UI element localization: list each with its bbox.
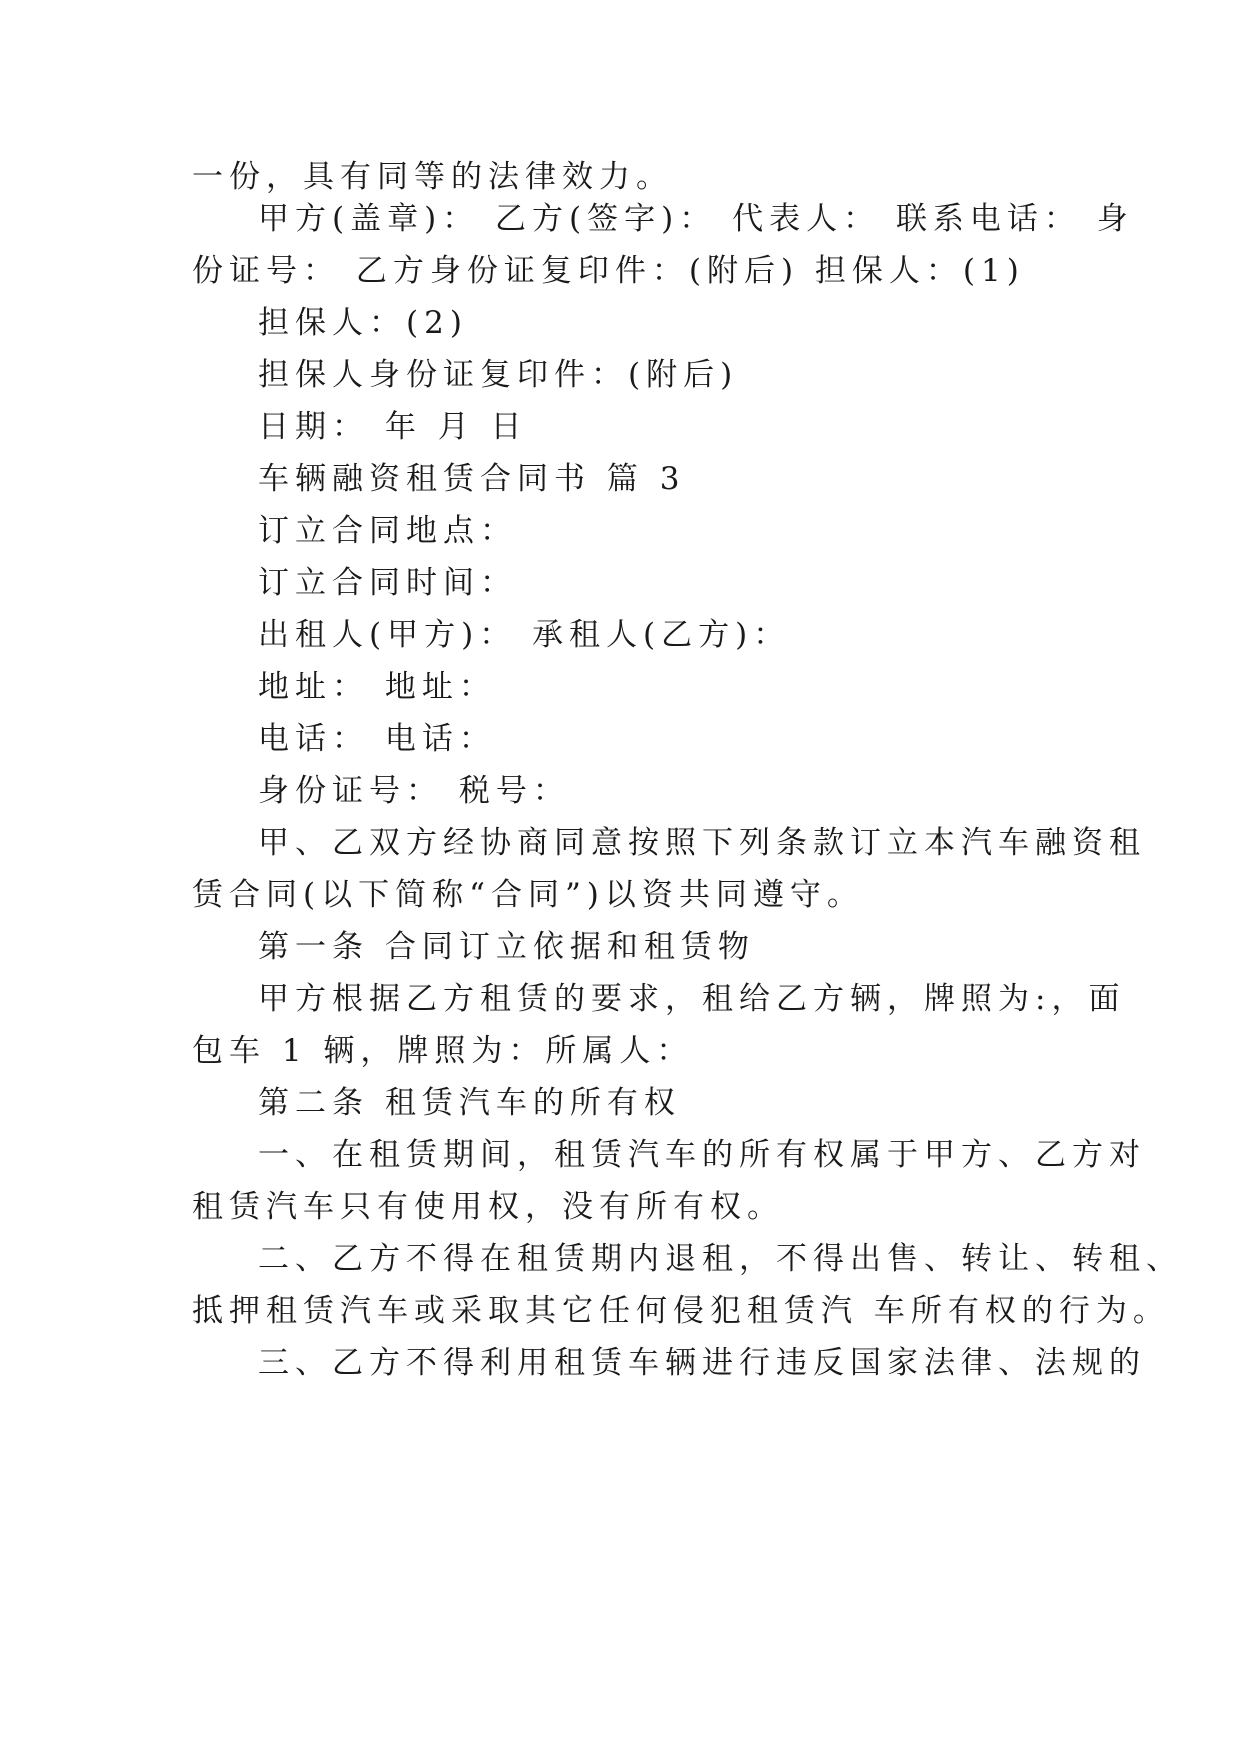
text-line: 出租人(甲方)： 承租人(乙方)： <box>258 617 791 653</box>
text-line: 租赁汽车只有使用权，没有所有权。 <box>192 1189 784 1225</box>
text-line: 担保人：(2) <box>258 305 468 341</box>
text-line: 三、乙方不得利用租赁车辆进行违反国家法律、法规的 <box>258 1345 1146 1381</box>
text-line: 甲方根据乙方租赁的要求，租给乙方辆，牌照为:，面 <box>258 981 1126 1017</box>
article-heading: 第一条 合同订立依据和租赁物 <box>258 929 755 965</box>
section-heading: 车辆融资租赁合同书 篇 3 <box>258 461 686 497</box>
text-line: 甲方(盖章)： 乙方(签字)： 代表人： 联系电话： 身 <box>258 201 1134 237</box>
text-line: 身份证号： 税号： <box>258 773 570 809</box>
text-line: 包车 1 辆，牌照为：所属人： <box>192 1033 694 1069</box>
text-line: 日期： 年 月 日 <box>258 409 528 445</box>
text-line: 甲、乙双方经协商同意按照下列条款订立本汽车融资租 <box>258 825 1146 861</box>
text-line: 份证号： 乙方身份证复印件：(附后) 担保人：(1) <box>192 253 1025 289</box>
text-line: 订立合同地点： <box>258 513 517 549</box>
text-line: 电话： 电话： <box>258 721 496 757</box>
text-line: 订立合同时间： <box>258 565 517 601</box>
text-line: 抵押租赁汽车或采取其它任何侵犯租赁汽 车所有权的行为。 <box>192 1293 1170 1329</box>
text-line: 地址： 地址： <box>258 669 496 705</box>
text-line: 一、在租赁期间，租赁汽车的所有权属于甲方、乙方对 <box>258 1137 1146 1173</box>
text-line: 一份，具有同等的法律效力。 <box>192 159 673 195</box>
article-heading: 第二条 租赁汽车的所有权 <box>258 1085 681 1121</box>
text-line: 赁合同(以下简称“合同”)以资共同遵守。 <box>192 877 864 913</box>
text-line: 二、乙方不得在租赁期内退租，不得出售、转让、转租、 <box>258 1241 1183 1277</box>
text-line: 担保人身份证复印件：(附后) <box>258 357 739 393</box>
